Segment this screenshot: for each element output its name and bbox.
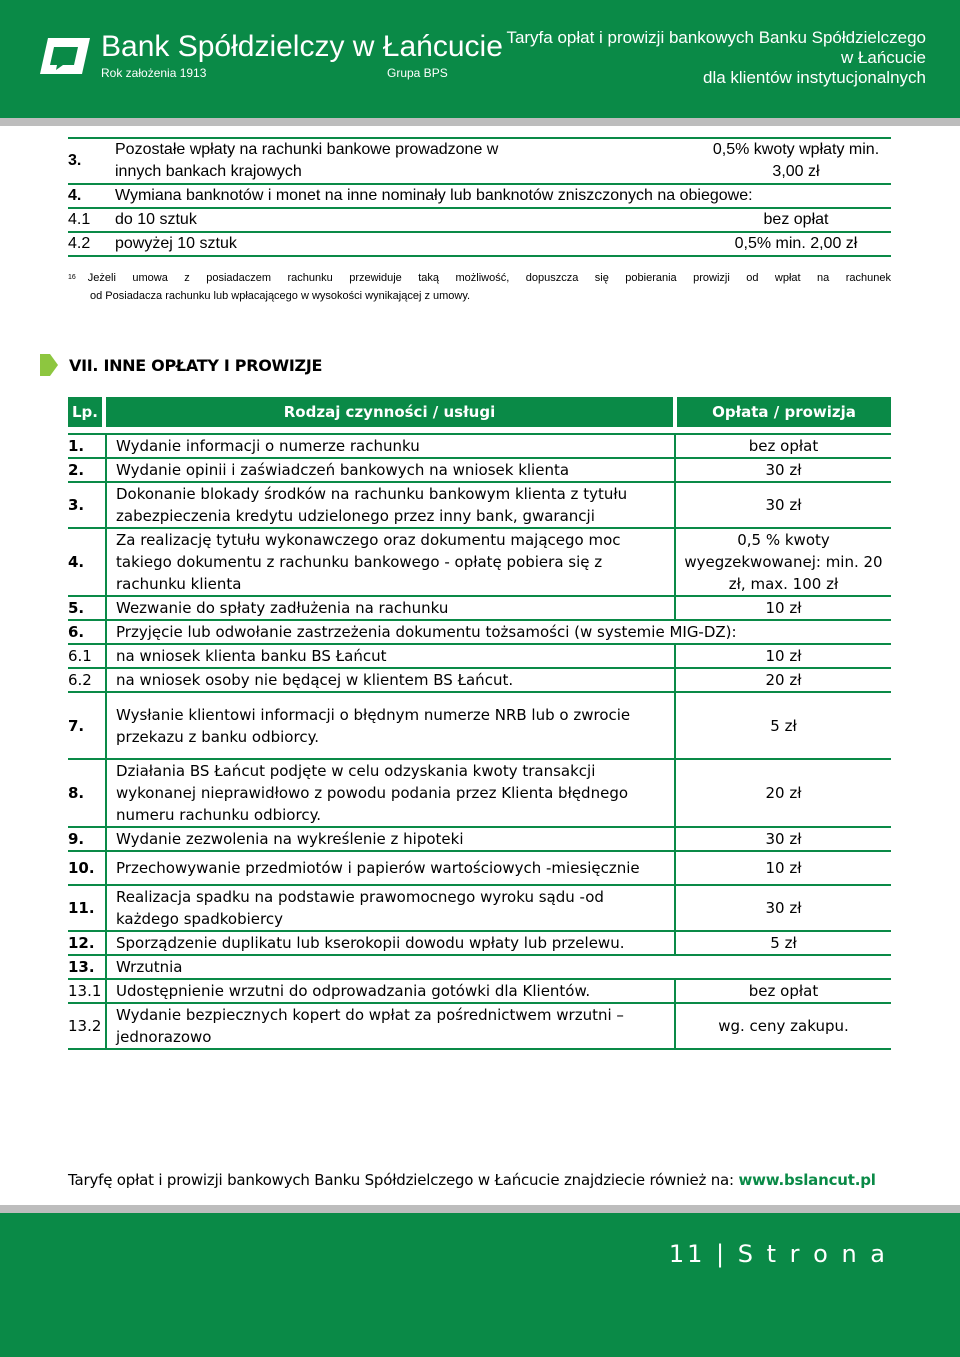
row-lp: 11. — [68, 885, 106, 931]
founded-year: Rok założenia 1913 — [101, 66, 207, 80]
row-name: Pozostałe wpłaty na rachunki bankowe prowadzone w innych bankach krajowych — [115, 141, 499, 180]
header-fee: Opłata / prowizja — [677, 397, 891, 427]
arrow-right-icon — [40, 354, 58, 376]
row-name: Wydanie opinii i zaświadczeń bankowych na wniosek klienta — [106, 458, 675, 482]
row-lp: 4.1 — [68, 211, 91, 228]
row-fee: 30 zł — [765, 830, 802, 848]
row-lp: 5. — [68, 596, 106, 620]
row-lp: 6.1 — [68, 644, 106, 668]
row-fee: 30 zł — [765, 496, 802, 514]
footnote — [68, 269, 891, 305]
row-lp: 6.2 — [68, 668, 106, 692]
footnote-text: Jeżeli umowa z posiadaczem rachunku przewiduje taką możliwość, dopuszcza się pobierania prowizji od wpłat na rachunek — [87, 272, 891, 284]
row-fee: 10 zł — [765, 599, 802, 617]
table-row — [68, 668, 891, 692]
table-row — [68, 620, 891, 644]
table-row — [68, 528, 891, 596]
row-fee: 30 zł — [765, 899, 802, 917]
row-name: Wrzutnia — [116, 958, 183, 976]
row-lp: 4. — [68, 528, 106, 596]
table-row — [68, 931, 891, 955]
header-lp: Lp. — [68, 397, 102, 427]
table-row — [68, 232, 891, 256]
row-fee: 10 zł — [765, 647, 802, 665]
row-name: powyżej 10 sztuk — [115, 235, 237, 252]
row-name: Dokonanie blokady środków na rachunku bankowym klienta z tytułu zabezpieczenia kredytu udzielonego przez inny bank, gwarancji — [106, 482, 675, 528]
row-lp: 7. — [68, 692, 106, 759]
row-fee: 0,5% kwoty wpłaty min. 3,00 zł — [712, 141, 880, 180]
row-lp: 8. — [68, 759, 106, 827]
title-line: dla klientów instytucjonalnych — [702, 68, 926, 87]
row-name: Za realizację tytułu wykonawczego oraz dokumentu mającego moc takiego dokumentu z rachunku bankowego - opłatę pobiera się z rachunku klienta — [106, 528, 675, 596]
row-fee: 0,5 % kwoty wyegzekwowanej: min. 20 zł, max. 100 zł — [684, 531, 883, 593]
row-name: Udostępnienie wrzutni do odprowadzania gotówki dla Klientów. — [106, 979, 675, 1003]
table-row — [68, 1003, 891, 1049]
row-fee: 5 zł — [770, 934, 797, 952]
row-lp: 13. — [68, 955, 106, 979]
other-fees-table — [68, 433, 891, 1050]
table-row — [68, 979, 891, 1003]
row-lp: 1. — [68, 434, 106, 458]
website-note — [68, 1171, 876, 1189]
row-name: Realizacja spadku na podstawie prawomocnego wyroku sądu -od każdego spadkobiercy — [106, 885, 675, 931]
title-line: w Łańcucie — [840, 48, 926, 67]
row-name: na wniosek klienta banku BS Łańcut — [106, 644, 675, 668]
title-line: Taryfa opłat i prowizji bankowych Banku Spółdzielczego — [506, 28, 926, 47]
table-row — [68, 138, 891, 184]
footer-divider — [0, 1205, 960, 1213]
row-name: Przechowywanie przedmiotów i papierów wartościowych -miesięcznie — [106, 851, 675, 885]
row-name: Wydanie informacji o numerze rachunku — [106, 434, 675, 458]
footnote-line — [68, 269, 891, 287]
row-name: Wysłanie klientowi informacji o błędnym numerze NRB lub o zwrocie przekazu z banku odbiorcy. — [106, 692, 675, 759]
table-row — [68, 482, 891, 528]
row-lp: 3. — [68, 482, 106, 528]
row-lp: 4. — [68, 187, 82, 204]
footnote-number: 16 — [68, 274, 76, 281]
row-name: do 10 sztuk — [115, 211, 197, 228]
table-header — [68, 397, 891, 427]
document-title — [506, 28, 926, 88]
row-lp: 2. — [68, 458, 106, 482]
website-note-text: Taryfę opłat i prowizji bankowych Banku Spółdzielczego w Łańcucie znajdziecie również na: — [68, 1171, 739, 1189]
website-link[interactable]: www.bslancut.pl — [738, 1171, 876, 1189]
row-name: Przyjęcie lub odwołanie zastrzeżenia dokumentu tożsamości (w systemie MIG-DZ): — [116, 623, 737, 641]
table-row — [68, 692, 891, 759]
bank-name: Bank Spółdzielczy w Łańcucie — [101, 30, 503, 63]
row-fee: 0,5% min. 2,00 zł — [734, 235, 858, 252]
page-header — [0, 0, 960, 118]
row-lp: 9. — [68, 827, 106, 851]
page-footer — [0, 1213, 960, 1357]
section-heading — [40, 352, 322, 378]
row-name: Wymiana banknotów i monet na inne nominały lub banknotów zniszczonych na obiegowe: — [115, 187, 753, 204]
row-fee: 20 zł — [765, 671, 802, 689]
table-row — [68, 955, 891, 979]
table-row — [68, 851, 891, 885]
table-row — [68, 184, 891, 208]
fee-table-continued — [68, 137, 891, 257]
table-row — [68, 458, 891, 482]
table-row — [68, 596, 891, 620]
row-fee: bez opłat — [748, 437, 819, 455]
row-fee: bez opłat — [748, 982, 819, 1000]
row-lp: 4.2 — [68, 235, 91, 252]
row-name: Wezwanie do spłaty zadłużenia na rachunku — [106, 596, 675, 620]
row-fee: 10 zł — [765, 859, 802, 877]
bank-logo-icon — [36, 34, 94, 78]
header-name: Rodzaj czynności / usługi — [106, 397, 673, 427]
table-row — [68, 208, 891, 232]
row-fee: wg. ceny zakupu. — [718, 1017, 849, 1035]
table-row — [68, 885, 891, 931]
group-name: Grupa BPS — [387, 66, 448, 80]
row-lp: 13.1 — [68, 979, 106, 1003]
row-lp: 10. — [68, 851, 106, 885]
row-lp: 13.2 — [68, 1003, 106, 1049]
header-divider — [0, 118, 960, 126]
row-name: na wniosek osoby nie będącej w klientem BS Łańcut. — [106, 668, 675, 692]
table-row — [68, 759, 891, 827]
table-row — [68, 644, 891, 668]
page-number: 11 | S t r o n a — [668, 1240, 888, 1268]
row-lp: 3. — [68, 152, 82, 169]
row-lp: 12. — [68, 931, 106, 955]
row-name: Sporządzenie duplikatu lub kserokopii dowodu wpłaty lub przelewu. — [106, 931, 675, 955]
row-fee: 20 zł — [765, 784, 802, 802]
row-name: Wydanie zezwolenia na wykreślenie z hipoteki — [106, 827, 675, 851]
table-row — [68, 434, 891, 458]
section-title: VII. INNE OPŁATY I PROWIZJE — [69, 355, 323, 375]
row-name: Działania BS Łańcut podjęte w celu odzyskania kwoty transakcji wykonanej nieprawidłowo z powodu podania przez Klienta błędnego numeru rachunku odbiorcy. — [106, 759, 675, 827]
table-row — [68, 827, 891, 851]
row-name: Wydanie bezpiecznych kopert do wpłat za pośrednictwem wrzutni – jednorazowo — [106, 1003, 675, 1049]
row-fee: 5 zł — [770, 716, 797, 735]
row-lp: 6. — [68, 620, 106, 644]
footnote-line: od Posiadacza rachunku lub wpłacającego w wysokości wynikającej z umowy. — [90, 290, 471, 302]
row-fee: 30 zł — [765, 461, 802, 479]
row-fee: bez opłat — [763, 211, 829, 228]
